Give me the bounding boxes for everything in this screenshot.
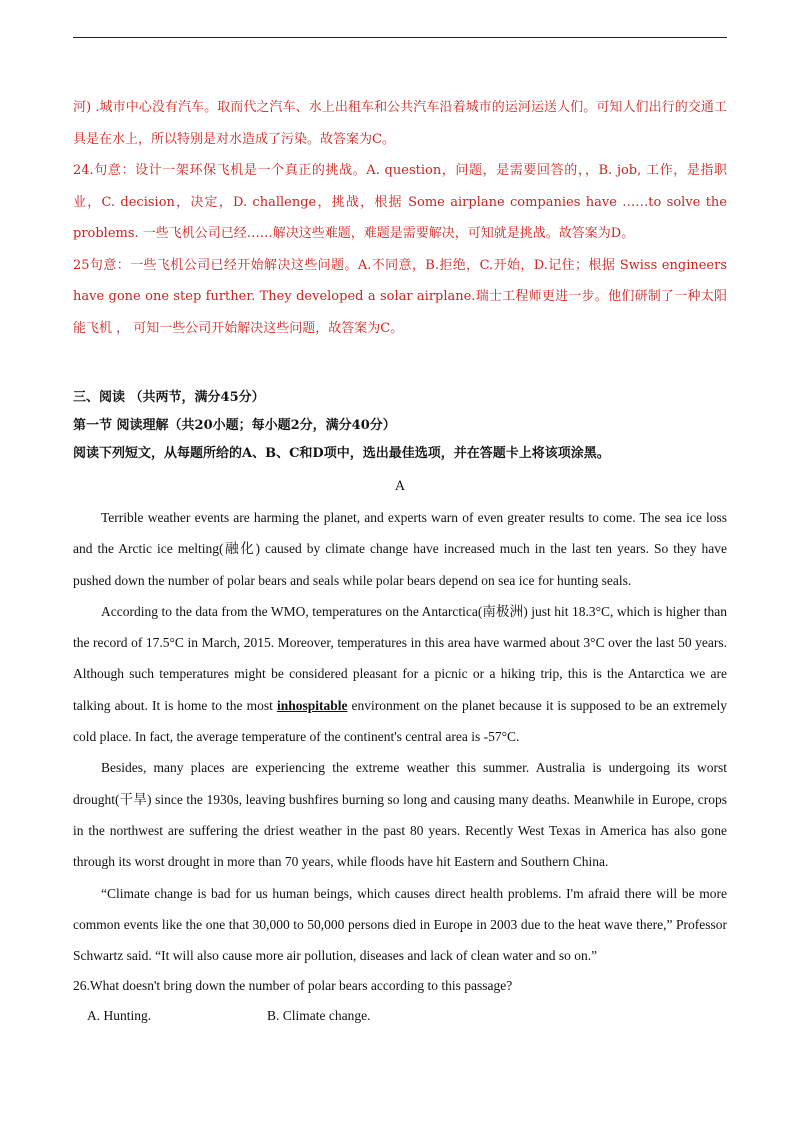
answer-explanations bbox=[73, 92, 727, 344]
section-header bbox=[73, 384, 727, 468]
answer-23-tail: 河) .城市中心没有汽车。取而代之汽车、水上出租车和公共汽车沿着城市的运河运送人们。可知人们出行的交通工具是在水上，所以特别是对水造成了污染。故答案为C。 bbox=[73, 100, 727, 147]
option-b[interactable]: B. Climate change. bbox=[267, 1008, 371, 1024]
question-26-stem: 26.What doesn't bring down the number of polar bears according to this passage? bbox=[73, 978, 513, 994]
keyword-inhospitable: inhospitable bbox=[276, 697, 348, 713]
passage-paragraph-2 bbox=[73, 596, 727, 752]
passage-label: A bbox=[395, 479, 405, 494]
passage-paragraph-1: Terrible weather events are harming the planet, and experts warn of even greater results to come. The sea ice loss and the Arctic ice melting(融化) caused by climate change have increased much in the last ten years. So they have pushed down the number of polar bears and seals while polar bears depend on sea ice for hunting seals. bbox=[73, 510, 727, 588]
section-subtitle: 第一节 阅读理解（共20小题；每小题2分，满分40分） bbox=[73, 418, 396, 433]
option-a[interactable]: A. Hunting. bbox=[87, 1008, 152, 1024]
section-instructions: 阅读下列短文，从每题所给的A、B、C和D项中，选出最佳选项，并在答题卡上将该项涂黑。 bbox=[73, 446, 610, 461]
section-title: 三、阅读 （共两节，满分45分） bbox=[73, 390, 265, 405]
passage-paragraph-3: Besides, many places are experiencing the extreme weather this summer. Australia is undergoing its worst drought(干旱) since the 1930s, leaving bushfires burning so long and causing many deaths. Meanwhile in Europe, crops in the northwest are suffering the driest weather in the past 80 years. Recently West Texas in America has also gone through its worst drought in more than 70 years, while floods have hit Eastern and Southern China. bbox=[73, 760, 727, 870]
paragraph-2-before: According to the data from the WMO, temperatures on the Antarctica(南极洲) just hit 18.3°C, which is higher than the record of 17.5°C in March, 2015. Moreover, temperatures in this area have warmed about 3°C over the last 50 years. Although such temperatures might be considered pleasant for a picnic or a hiking trip, this is the Antarctica we are talking about. It is home to the most bbox=[73, 603, 727, 713]
answer-25: 25句意：一些飞机公司已经开始解决这些问题。A.不同意，B.拒绝，C.开始，D.记住；根据 Swiss engineers have gone one step further. They developed a solar airplane.瑞士工程师更进一步。他们研制了一种太阳能飞机 ， 可知一些公司开始解决这些问题，故答案为C。 bbox=[73, 257, 727, 336]
passage-body bbox=[73, 502, 727, 971]
answer-24: 24.句意：设计一架环保飞机是一个真正的挑战。A. question，问题，是需要回答的，，B. job, 工作，是指职业，C. decision，决定，D. challenge，挑战，根据 Some airplane companies have ……to solve the problems. 一些飞机公司已经……解决这些难题，难题是需要解决，可知就是挑战。故答案为D。 bbox=[73, 163, 727, 241]
passage-paragraph-4: “Climate change is bad for us human beings, which causes direct health problems. I'm afraid there will be more common events like the one that 30,000 to 50,000 persons died in Europe in 2003 due to the heat wave there,” Professor Schwartz said. “It will also cause more air pollution, diseases and lack of clean water and so on.” bbox=[73, 885, 727, 964]
question-26-options bbox=[73, 1001, 727, 1031]
document-page bbox=[73, 92, 727, 1031]
paragraph-2-after: environment on the planet because it is supposed to be an extremely cold place. In fact, the average temperature of the continent's central area is -57°C. bbox=[73, 697, 727, 745]
header-rule bbox=[73, 37, 727, 38]
